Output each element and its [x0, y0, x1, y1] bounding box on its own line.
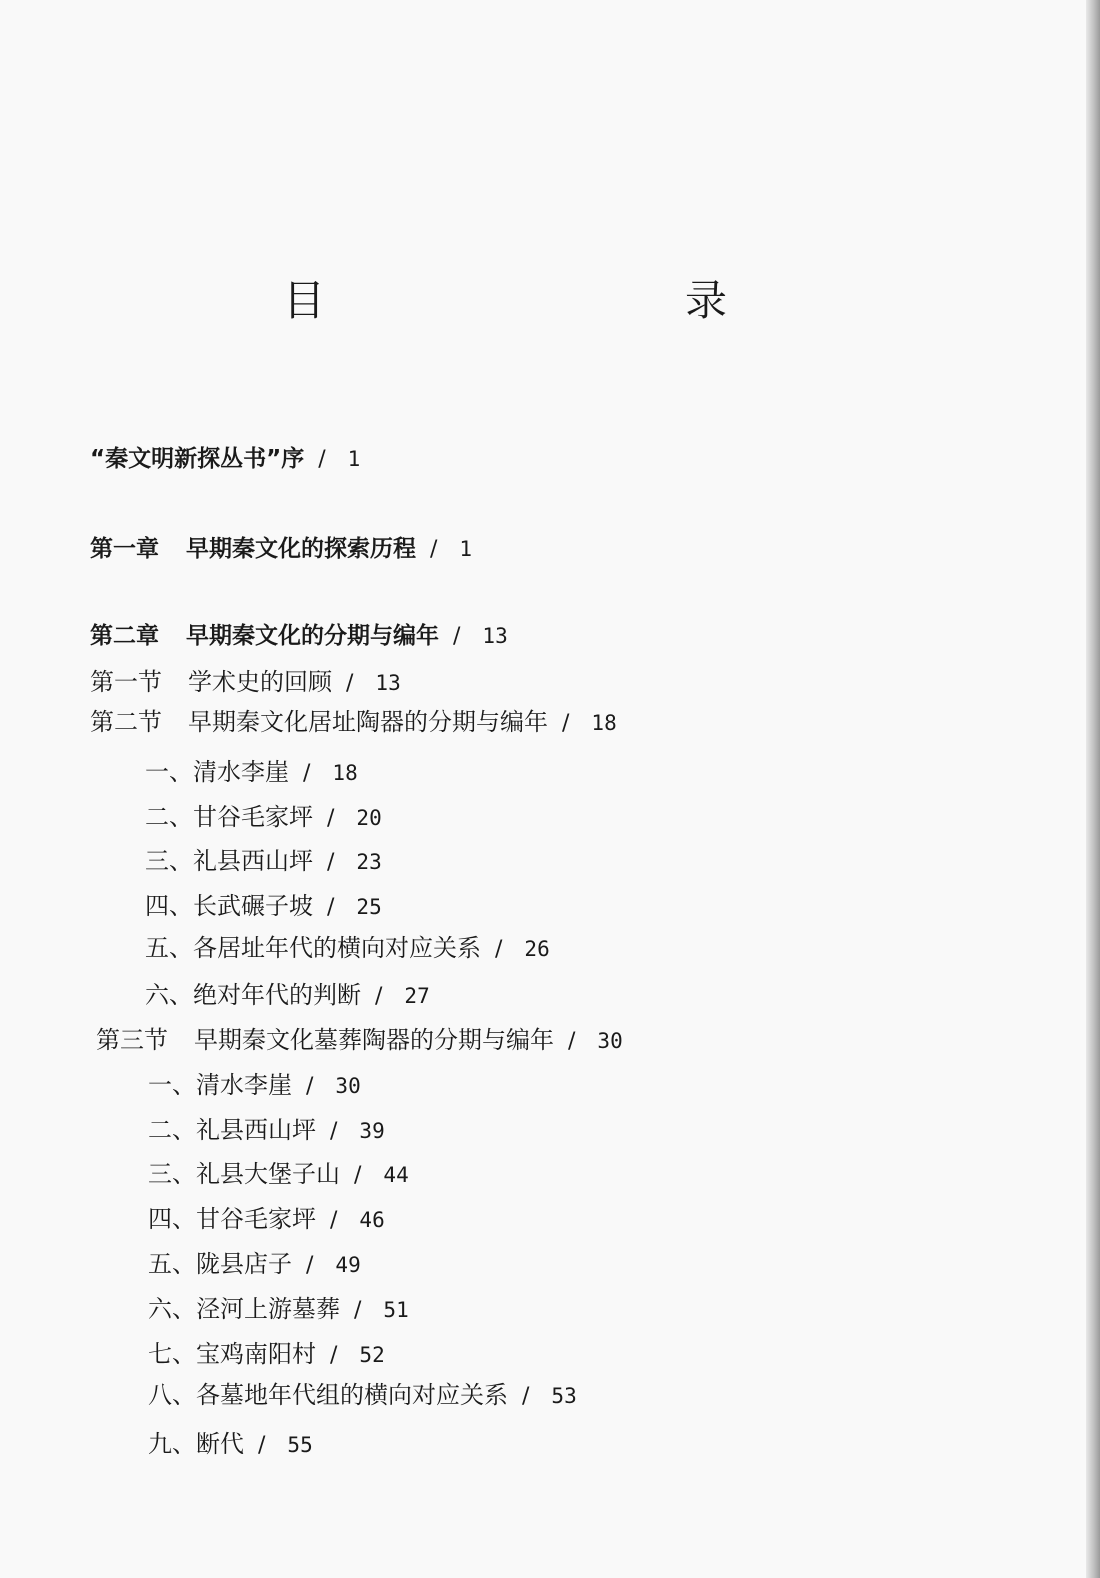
toc-slash: /	[354, 1163, 362, 1188]
toc-subentry[interactable]	[148, 1114, 385, 1148]
subentry-label: 二、甘谷毛家坪	[145, 803, 313, 831]
toc-slash: /	[495, 937, 503, 962]
toc-page-number: 27	[404, 984, 430, 1008]
toc-slash: /	[568, 1029, 576, 1054]
subentry-label: 六、绝对年代的判断	[145, 981, 361, 1009]
toc-slash: /	[522, 1384, 530, 1409]
section-number: 第三节	[96, 1026, 168, 1054]
toc-slash: /	[306, 1074, 314, 1099]
toc-page-number: 13	[482, 624, 508, 648]
subentry-label: 四、甘谷毛家坪	[148, 1205, 316, 1233]
subentry-label: 三、礼县大堡子山	[148, 1160, 340, 1188]
subentry-label: 七、宝鸡南阳村	[148, 1340, 316, 1368]
toc-page-number: 18	[591, 711, 617, 735]
toc-subentry[interactable]	[145, 845, 382, 879]
toc-entry-section-3[interactable]	[96, 1024, 623, 1058]
section-title: 早期秦文化墓葬陶器的分期与编年	[194, 1026, 554, 1054]
toc-page-number: 52	[359, 1343, 385, 1367]
toc-page-number: 49	[335, 1253, 361, 1277]
toc-subentry[interactable]	[148, 1338, 385, 1372]
toc-slash: /	[375, 984, 383, 1009]
chapter-number: 第一章	[90, 536, 159, 562]
toc-page-number: 25	[356, 895, 382, 919]
toc-slash: /	[330, 1119, 338, 1144]
toc-page-number: 23	[356, 850, 382, 874]
toc-page-number: 55	[287, 1433, 313, 1457]
toc-subentry[interactable]	[145, 979, 430, 1013]
toc-slash: /	[327, 895, 335, 920]
toc-subentry[interactable]	[145, 932, 550, 966]
toc-slash: /	[562, 711, 570, 736]
chapter-title: 早期秦文化的探索历程	[186, 536, 416, 562]
subentry-label: 八、各墓地年代组的横向对应关系	[148, 1381, 508, 1409]
subentry-label: 五、各居址年代的横向对应关系	[145, 934, 481, 962]
toc-slash: /	[327, 806, 335, 831]
toc-subentry[interactable]	[148, 1158, 409, 1192]
toc-subentry[interactable]	[148, 1248, 361, 1282]
subentry-label: 一、清水李崖	[145, 758, 289, 786]
toc-slash: /	[330, 1208, 338, 1233]
toc-page-number: 53	[551, 1384, 577, 1408]
toc-slash: /	[258, 1433, 266, 1458]
toc-slash: /	[327, 850, 335, 875]
toc-subentry[interactable]	[145, 801, 382, 835]
subentry-label: 九、断代	[148, 1430, 244, 1458]
subentry-label: 二、礼县西山坪	[148, 1116, 316, 1144]
toc-subentry[interactable]	[148, 1428, 313, 1462]
toc-entry-chapter-1[interactable]	[90, 532, 472, 566]
toc-page-number: 1	[347, 447, 361, 471]
section-number: 第二节	[90, 708, 162, 736]
toc-page-number: 13	[375, 671, 401, 695]
toc-entry-preface[interactable]	[90, 442, 360, 476]
toc-slash: /	[346, 671, 354, 696]
toc-slash: /	[430, 537, 438, 562]
toc-slash: /	[330, 1343, 338, 1368]
subentry-label: 五、陇县店子	[148, 1250, 292, 1278]
toc-page-number: 26	[524, 937, 550, 961]
toc-subentry[interactable]	[145, 890, 382, 924]
toc-slash: /	[318, 447, 326, 472]
chapter-number: 第二章	[90, 623, 159, 649]
toc-page-number: 18	[332, 761, 358, 785]
subentry-label: 一、清水李崖	[148, 1071, 292, 1099]
section-number: 第一节	[90, 668, 162, 696]
toc-subentry[interactable]	[148, 1379, 577, 1413]
toc-page-number: 51	[383, 1298, 409, 1322]
subentry-label: 四、长武碾子坡	[145, 892, 313, 920]
toc-subentry[interactable]	[148, 1069, 361, 1103]
toc-entry-section-2[interactable]	[90, 706, 617, 740]
toc-page-number: 30	[597, 1029, 623, 1053]
subentry-label: 六、泾河上游墓葬	[148, 1295, 340, 1323]
toc-page-number: 46	[359, 1208, 385, 1232]
section-title: 早期秦文化居址陶器的分期与编年	[188, 708, 548, 736]
toc-page-number: 44	[383, 1163, 409, 1187]
toc-slash: /	[306, 1253, 314, 1278]
toc-page-number: 30	[335, 1074, 361, 1098]
page-edge-shadow	[1086, 0, 1100, 1578]
toc-subentry[interactable]	[145, 756, 358, 790]
toc-entry-section-1[interactable]	[90, 666, 401, 700]
toc-label: “秦文明新探丛书”序	[90, 446, 305, 472]
toc-page-number: 39	[359, 1119, 385, 1143]
toc-entry-chapter-2[interactable]	[90, 619, 508, 653]
toc-page-number: 1	[459, 537, 473, 561]
subentry-label: 三、礼县西山坪	[145, 847, 313, 875]
toc-slash: /	[453, 624, 461, 649]
toc-slash: /	[303, 761, 311, 786]
toc-slash: /	[354, 1298, 362, 1323]
toc-page-number: 20	[356, 806, 382, 830]
section-title: 学术史的回顾	[188, 668, 332, 696]
toc-subentry[interactable]	[148, 1293, 409, 1327]
chapter-title: 早期秦文化的分期与编年	[186, 623, 439, 649]
toc-subentry[interactable]	[148, 1203, 385, 1237]
page-title: 目 录	[282, 276, 819, 325]
